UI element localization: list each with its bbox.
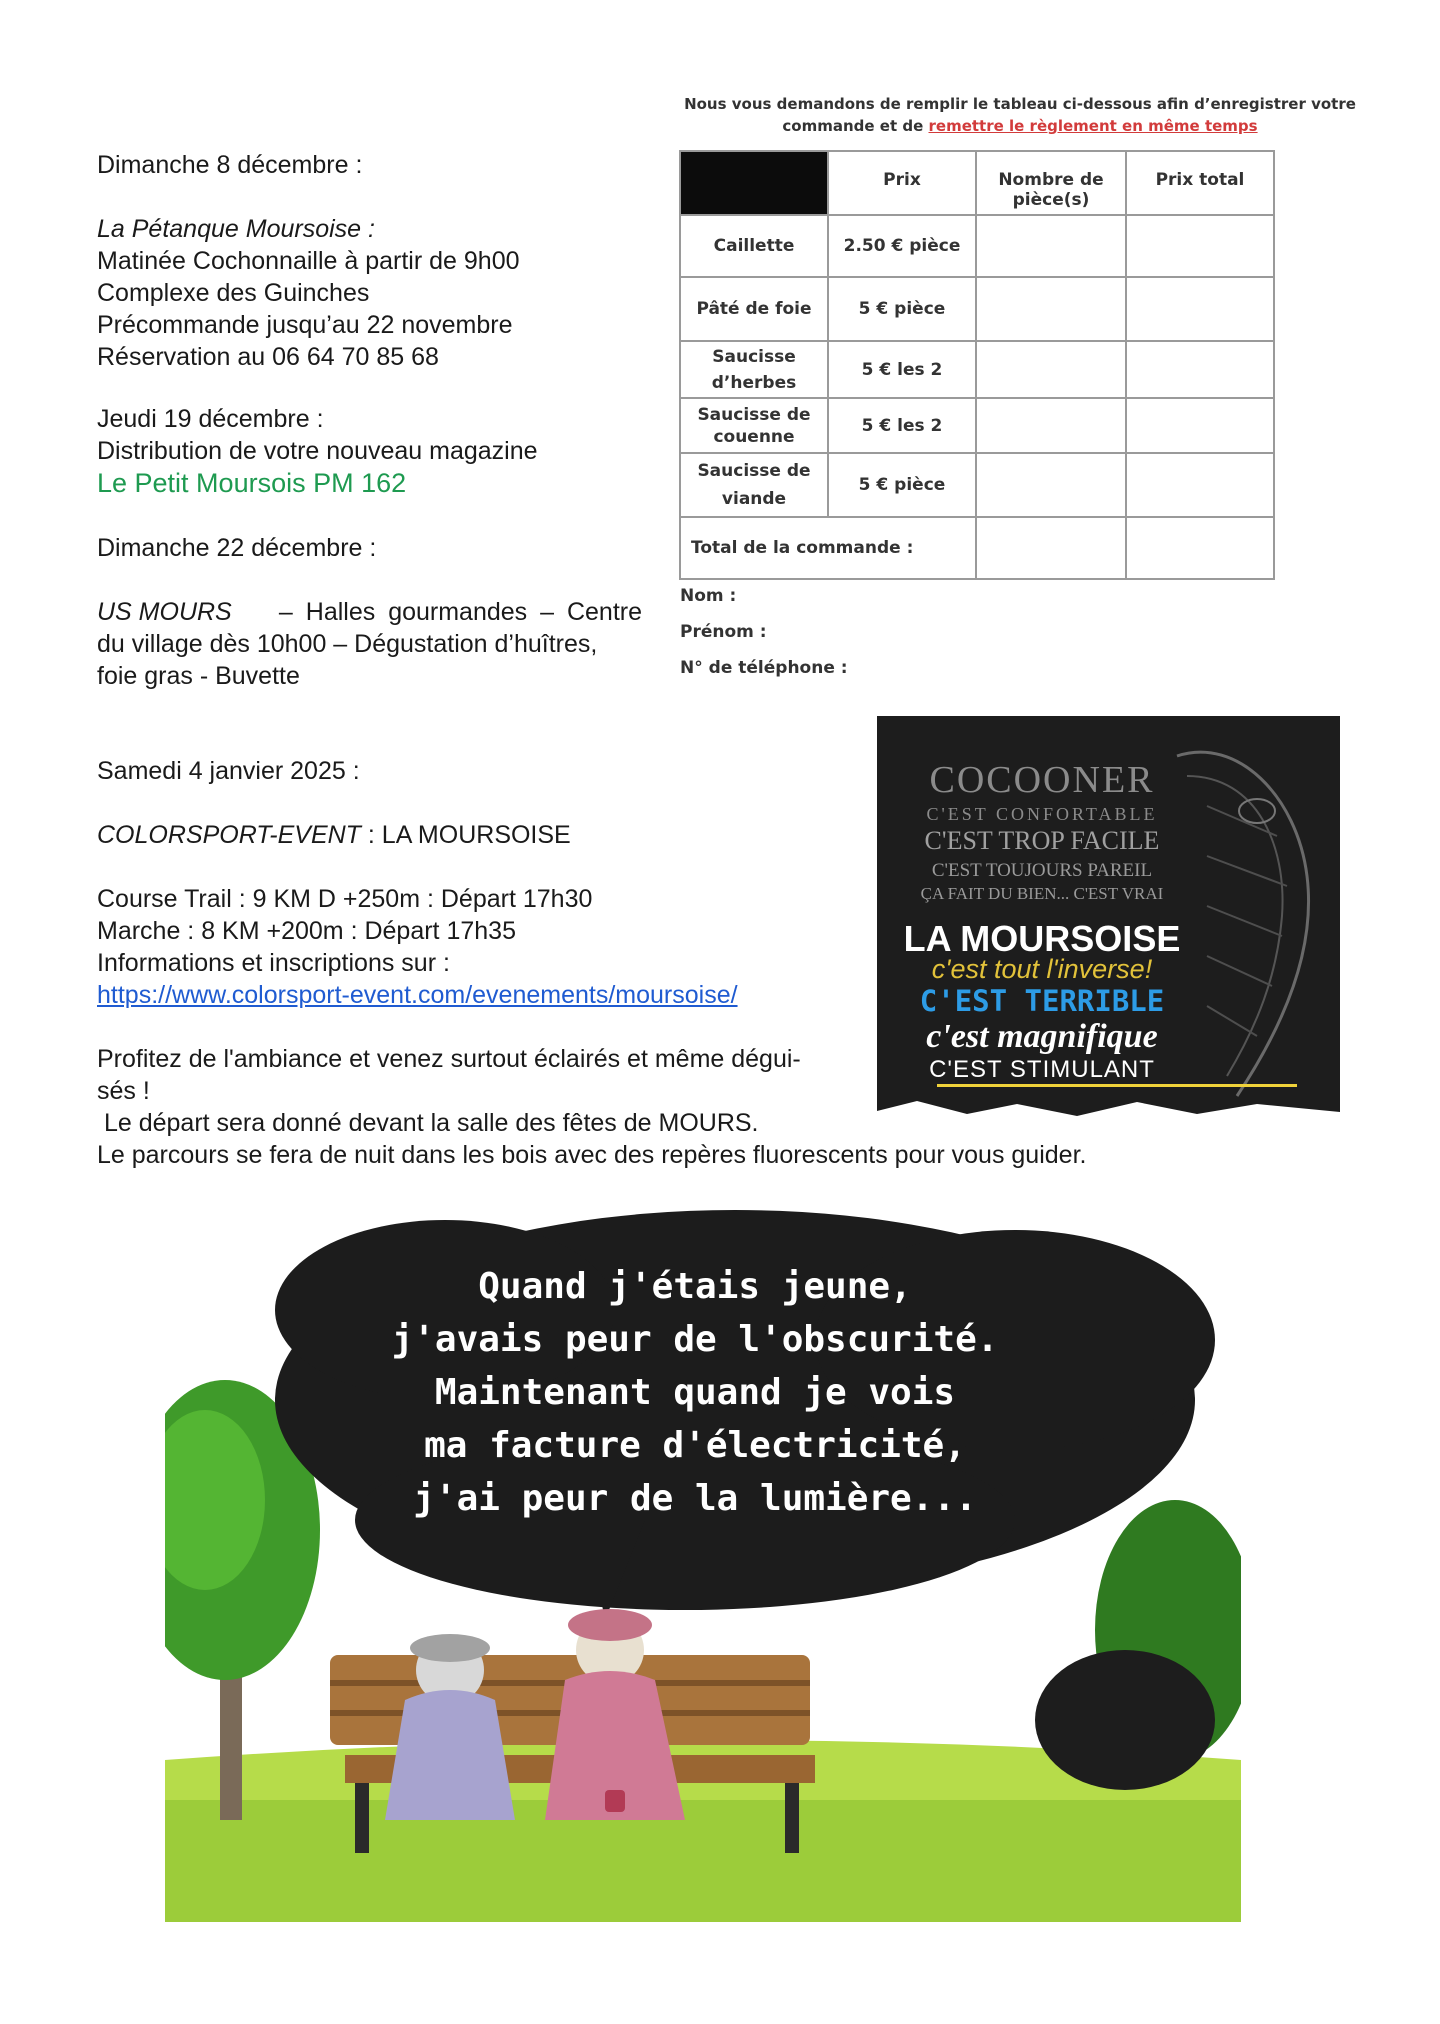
grand-total-cell[interactable] (1126, 517, 1274, 579)
contact-fields (680, 578, 980, 686)
event-organizer: La Pétanque Moursoise : (97, 215, 375, 243)
event-line: Course Trail : 9 KM D +250m : Départ 17h30 (97, 885, 593, 913)
name-field[interactable]: Nom : (680, 586, 737, 606)
event-line: foie gras - Buvette (97, 662, 300, 690)
poster-line: C'EST TERRIBLE (919, 984, 1165, 1018)
phone-field[interactable]: N° de téléphone : (680, 658, 848, 678)
total-label: Total de la commande : (680, 517, 976, 579)
total-cell[interactable] (1126, 341, 1274, 398)
cartoon-illustration (165, 1200, 1241, 1922)
event-organizer-line: COLORSPORT-EVENT : LA MOURSOISE (97, 821, 571, 849)
event-note: Le parcours se fera de nuit dans les bois avec des repères fluorescents pour vous guider. (97, 1141, 1087, 1169)
header-price: Prix (828, 151, 976, 215)
event-line: US MOURS – Halles gourmandes – Centre (97, 598, 642, 626)
order-table (679, 150, 1275, 580)
table-row (680, 453, 1274, 517)
table-row (680, 398, 1274, 453)
payment-notice: remettre le règlement en même temps (928, 117, 1258, 135)
total-cell[interactable] (1126, 398, 1274, 453)
event-dec22 (97, 532, 642, 692)
magazine-title: Le Petit Moursois PM 162 (97, 468, 407, 498)
total-cell[interactable] (1126, 277, 1274, 341)
event-dec19 (97, 403, 657, 499)
event-heading: Samedi 4 janvier 2025 : (97, 757, 360, 785)
poster-line: c'est magnifique (926, 1018, 1158, 1055)
quantity-cell[interactable] (976, 341, 1126, 398)
firstname-field[interactable]: Prénom : (680, 622, 767, 642)
event-line: Précommande jusqu’au 22 novembre (97, 311, 513, 339)
quantity-cell[interactable] (976, 398, 1126, 453)
quantity-cell[interactable] (976, 277, 1126, 341)
quantity-cell[interactable] (976, 453, 1126, 517)
event-line: Marche : 8 KM +200m : Départ 17h35 (97, 917, 516, 945)
event-line: Informations et inscriptions sur : (97, 949, 450, 977)
event-organizer: US MOURS (97, 598, 232, 626)
item-price: 5 € les 2 (828, 341, 976, 398)
poster-line: C'EST CONFORTABLE (926, 804, 1158, 824)
item-name: Pâté de foie (680, 277, 828, 341)
table-row (680, 277, 1274, 341)
event-heading: Jeudi 19 décembre : (97, 405, 324, 433)
poster-line: LA MOURSOISE (903, 918, 1181, 959)
header-blank (680, 151, 828, 215)
event-note: sés ! (97, 1077, 150, 1105)
total-cell[interactable] (1126, 453, 1274, 517)
item-price: 2.50 € pièce (828, 215, 976, 277)
item-name: Saucisse de viande (680, 453, 828, 517)
item-price: 5 € pièce (828, 453, 976, 517)
event-heading: Dimanche 22 décembre : (97, 534, 377, 562)
registration-link[interactable]: https://www.colorsport-event.com/evenements/moursoise/ (97, 981, 738, 1009)
header-quantity: Nombre de pièce(s) (976, 151, 1126, 215)
item-name: Saucisse de couenne (680, 398, 828, 453)
event-note: Profitez de l'ambiance et venez surtout éclairés et même dégui- (97, 1045, 801, 1073)
poster-line: ÇA FAIT DU BIEN... C'EST VRAI (920, 884, 1164, 903)
event-line: du village dès 10h00 – Dégustation d’huîtres, (97, 630, 598, 658)
table-row (680, 341, 1274, 398)
event-line: Réservation au 06 64 70 85 68 (97, 343, 439, 371)
total-quantity-cell[interactable] (976, 517, 1126, 579)
event-line: Distribution de votre nouveau magazine (97, 437, 538, 465)
item-price: 5 € les 2 (828, 398, 976, 453)
event-note: Le départ sera donné devant la salle des fêtes de MOURS. (97, 1109, 759, 1137)
table-row (680, 215, 1274, 277)
order-form-intro: Nous vous demandons de remplir le tableau ci-dessous afin d’enregistrer votre commande et de remettre le règlement en même temps (684, 95, 1356, 135)
poster-line: c'est tout l'inverse! (931, 954, 1153, 984)
item-price: 5 € pièce (828, 277, 976, 341)
event-heading: Dimanche 8 décembre : (97, 151, 363, 179)
poster-line: C'EST STIMULANT (929, 1056, 1155, 1083)
event-dec8 (97, 149, 657, 373)
poster-line: COCOONER (929, 759, 1155, 801)
item-name: Saucisse d’herbes (680, 341, 828, 398)
event-line: Complexe des Guinches (97, 279, 370, 307)
total-cell[interactable] (1126, 215, 1274, 277)
total-row (680, 517, 1274, 579)
speech-bubble-text: Quand j'étais jeune, j'avais peur de l'obscurité. Maintenant quand je vois ma facture d'électricité, j'ai peur de la lumière... (391, 1266, 999, 1519)
quantity-cell[interactable] (976, 215, 1126, 277)
header-total: Prix total (1126, 151, 1274, 215)
item-name: Caillette (680, 215, 828, 277)
poster-line: C'EST TOUJOURS PAREIL (931, 860, 1153, 881)
poster-line: C'EST TROP FACILE (924, 826, 1160, 855)
event-line: Matinée Cochonnaille à partir de 9h00 (97, 247, 520, 275)
cocooner-poster (877, 716, 1340, 1123)
